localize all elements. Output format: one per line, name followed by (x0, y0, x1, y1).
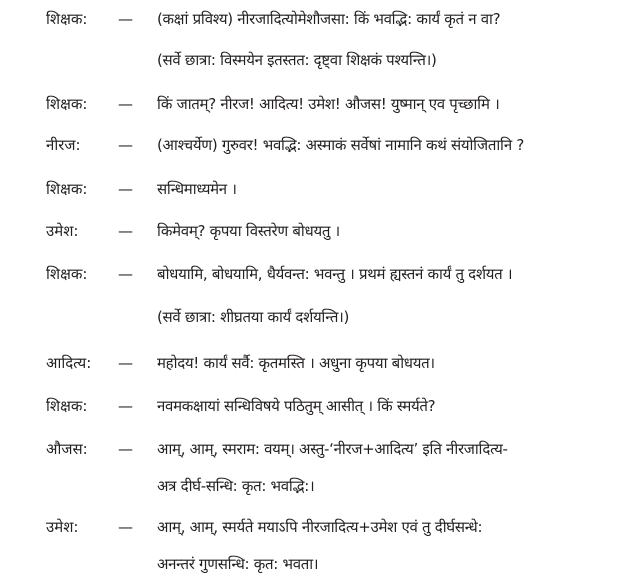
stage-direction-line (0, 47, 640, 73)
speaker-label: शिक्षक: (46, 180, 88, 198)
stage-direction-text: (सर्वे छात्रा: विस्मयेन इतस्तत: दृष्ट्वा शिक्षकं पश्यन्ति।) (157, 51, 437, 69)
dash-separator: — (118, 180, 133, 198)
dash-separator: — (118, 397, 133, 415)
speaker-label: शिक्षक: (46, 397, 88, 415)
speaker-label: शिक्षक: (46, 95, 88, 113)
dialogue-line (0, 132, 640, 158)
dialogue-continuation-line (0, 473, 640, 499)
dialogue-line (0, 6, 640, 32)
dash-separator: — (118, 354, 133, 372)
speaker-label: नीरज: (46, 136, 81, 154)
dialogue-text: सन्धिमाध्यमेन । (157, 180, 237, 198)
dialogue-line (0, 436, 640, 462)
speaker-label: उमेश: (46, 222, 79, 240)
dash-separator: — (118, 518, 133, 536)
dash-separator: — (118, 95, 133, 113)
stage-direction-line (0, 304, 640, 330)
dialogue-text-continuation: अनन्तरं गुणसन्धि: कृत: भवता। (157, 555, 319, 573)
dash-separator: — (118, 10, 133, 28)
dialogue-line (0, 91, 640, 117)
dialogue-text: आम्, आम्, स्मर्यते मयाऽपि नीरजादित्य+उमेश एवं तु दीर्घसन्धे: (157, 518, 483, 536)
speaker-label: औजस: (46, 440, 88, 458)
dialogue-line (0, 261, 640, 287)
dash-separator: — (118, 136, 133, 154)
dialogue-text: किं जातम्? नीरज! आदित्य! उमेश! औजस! युष्मान् एव पृच्छामि । (157, 95, 500, 113)
dash-separator: — (118, 440, 133, 458)
dialogue-line (0, 218, 640, 244)
dialogue-continuation-line (0, 551, 640, 577)
speaker-label: शिक्षक: (46, 265, 88, 283)
speaker-label: शिक्षक: (46, 10, 88, 28)
speaker-label: आदित्य: (46, 354, 92, 372)
dialogue-text: (आश्चर्येण) गुरुवर! भवद्भि: अस्माकं सर्वेषां नामानि कथं संयोजितानि ? (157, 136, 525, 154)
dialogue-line (0, 176, 640, 202)
speaker-label: उमेश: (46, 518, 79, 536)
dialogue-line (0, 393, 640, 419)
dialogue-text: किमेवम्? कृपया विस्तरेण बोधयतु । (157, 222, 340, 240)
dialogue-text: नवमकक्षायां सन्धिविषये पठितुम् आसीत् । किं स्मर्यते? (157, 397, 436, 415)
dialogue-line (0, 350, 640, 376)
dialogue-text: महोदय! कार्यं सर्वै: कृतमस्ति । अधुना कृपया बोधयत। (157, 354, 435, 372)
dialogue-text-continuation: अत्र दीर्घ-सन्धि: कृत: भवद्भि:। (157, 477, 315, 495)
dialogue-text: (कक्षां प्रविश्य) नीरजादित्योमेशौजसा: किं भवद्भि: कार्यं कृतं न वा? (157, 10, 501, 28)
dash-separator: — (118, 265, 133, 283)
dialogue-line (0, 514, 640, 540)
dialogue-text: आम्, आम्, स्मराम: वयम्। अस्तु-‘नीरज+आदित्य’ इति नीरजादित्य- (157, 440, 508, 458)
dialogue-text: बोधयामि, बोधयामि, धैर्यवन्त: भवन्तु । प्रथमं ह्यस्तनं कार्यं तु दर्शयत । (157, 265, 513, 283)
stage-direction-text: (सर्वे छात्रा: शीघ्रतया कार्यं दर्शयन्ति।) (157, 308, 350, 326)
dash-separator: — (118, 222, 133, 240)
